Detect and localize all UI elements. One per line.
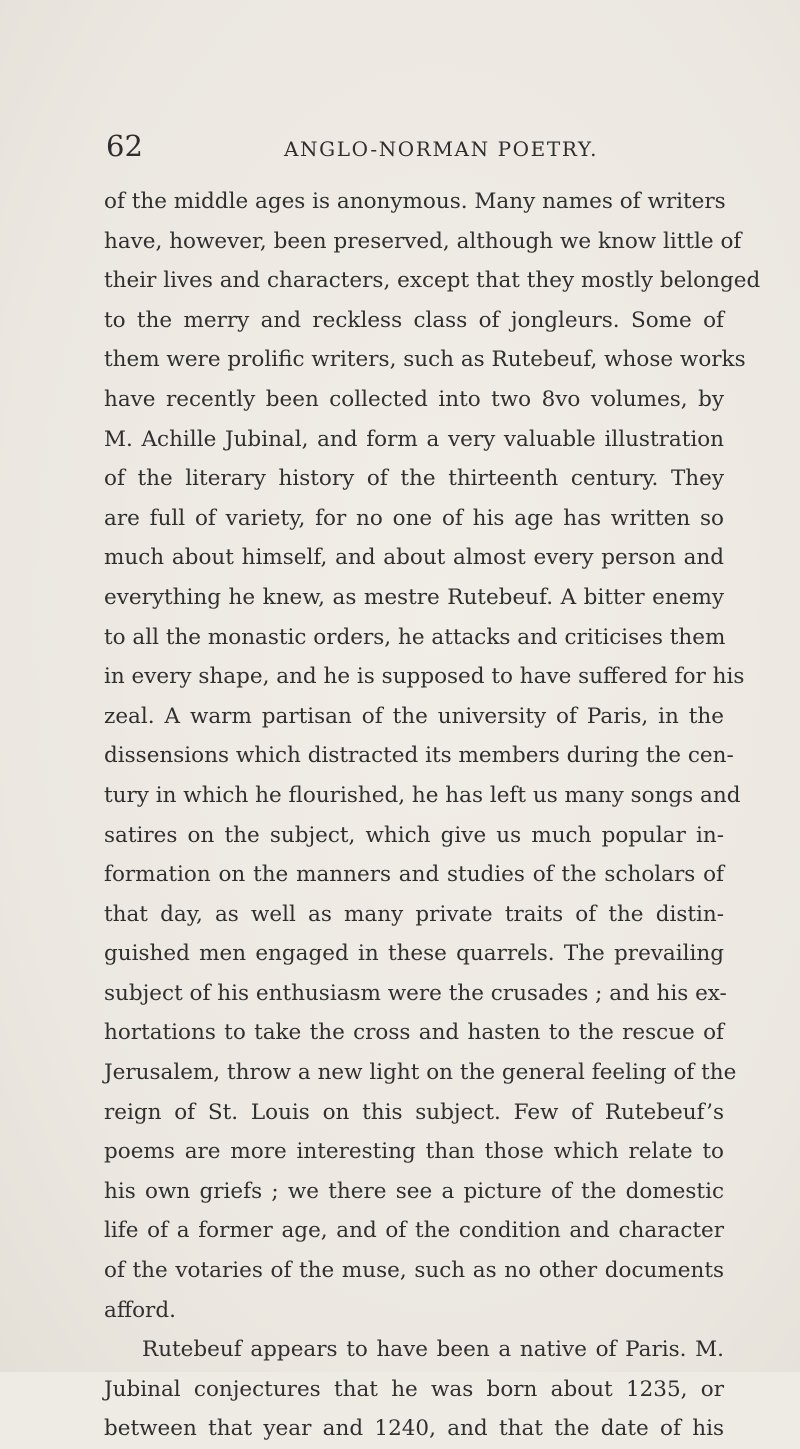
text-line: satires on the subject, which give us much popular in- — [104, 822, 724, 848]
text-line: between that year and 1240, and that the date of his — [104, 1416, 724, 1442]
text-line: M. Achille Jubinal, and form a very valuable illustration — [104, 426, 724, 452]
text-line: guished men engaged in these quarrels. The prevailing — [104, 941, 724, 967]
text-line: subject of his enthusiasm were the crusades ; and his ex- — [104, 980, 727, 1006]
text-line: have, however, been preserved, although we know little of — [104, 228, 742, 254]
body-text — [104, 182, 761, 1449]
text-line: zeal. A warm partisan of the university of Paris, in the — [104, 703, 724, 729]
running-title: ANGLO-NORMAN POETRY. — [284, 137, 599, 161]
text-line: of the middle ages is anonymous. Many names of writers — [104, 189, 726, 214]
text-line: reign of St. Louis on this subject. Few of Rutebeuf’s — [104, 1099, 724, 1125]
text-line: life of a former age, and of the condition and character — [104, 1218, 724, 1244]
text-line: are full of variety, for no one of his age has written so — [104, 505, 724, 531]
text-line: to the merry and reckless class of jongleurs. Some of — [104, 307, 724, 333]
text-line: of the votaries of the muse, such as no other documents — [104, 1258, 724, 1284]
paragraph-start-line: Rutebeuf appears to have been a native of Paris. M. — [142, 1337, 724, 1363]
text-line: tury in which he flourished, he has left us many songs and — [104, 782, 741, 808]
paragraph-end-line: afford. — [104, 1297, 176, 1323]
text-line: hortations to take the cross and hasten to the rescue of — [104, 1020, 724, 1046]
page-number: 62 — [106, 129, 143, 163]
text-line: in every shape, and he is supposed to have suffered for his — [104, 664, 745, 690]
text-line: have recently been collected into two 8vo volumes, by — [104, 386, 724, 412]
running-head — [106, 126, 646, 166]
text-line: to all the monastic orders, he attacks and criticises them — [104, 624, 726, 650]
text-line: everything he knew, as mestre Rutebeuf. A bitter enemy — [104, 584, 724, 610]
text-line: his own griefs ; we there see a picture of the domestic — [104, 1178, 724, 1204]
text-line: Jerusalem, throw a new light on the general feeling of the — [104, 1060, 737, 1086]
text-line: dissensions which distracted its members during the cen- — [104, 743, 734, 769]
text-line: their lives and characters, except that they mostly belonged — [104, 268, 761, 294]
text-line: formation on the manners and studies of the scholars of — [104, 862, 724, 888]
text-line: that day, as well as many private traits of the distin- — [104, 901, 724, 927]
text-line: poems are more interesting than those which relate to — [104, 1139, 724, 1165]
text-line: much about himself, and about almost every person and — [104, 545, 724, 571]
text-line: of the literary history of the thirteenth century. They — [104, 466, 724, 492]
text-line: Jubinal conjectures that he was born about 1235, or — [104, 1376, 724, 1402]
text-line: them were prolific writers, such as Rutebeuf, whose works — [104, 347, 746, 373]
